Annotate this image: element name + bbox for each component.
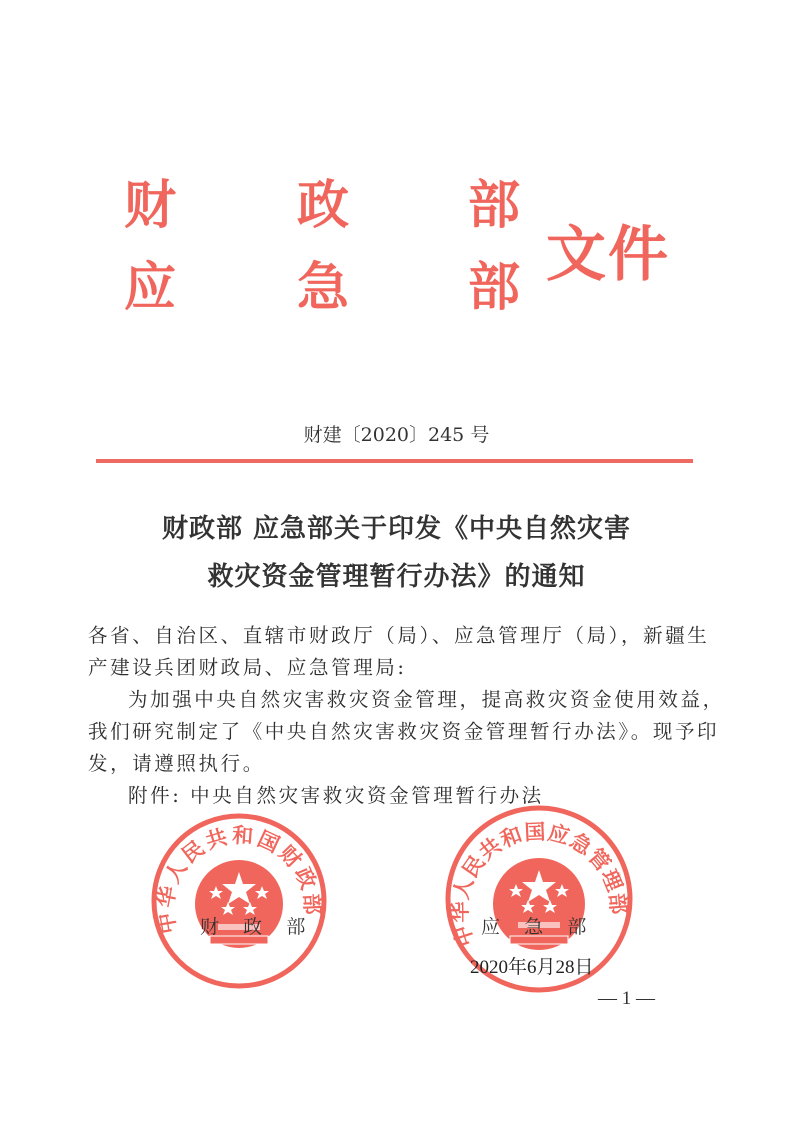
attachment-line: 附件: 中央自然灾害救灾资金管理暂行办法 bbox=[128, 784, 544, 807]
svg-text:中华人民共和国应急管理部: 中华人民共和国应急管理部 bbox=[446, 818, 632, 950]
ministry-of-finance-seal bbox=[150, 812, 328, 990]
finance-signature: 财 政 部 bbox=[200, 916, 306, 938]
header-issuer-char: 急 bbox=[297, 257, 350, 318]
issue-date: 2020年6月28日 bbox=[470, 957, 594, 978]
addressee-line-1: 各省、自治区、直辖市财政厅（局）、应急管理厅（局），新疆生 bbox=[88, 624, 710, 647]
header-issuer-char: 部 bbox=[468, 175, 521, 236]
document-title-line-2: 救灾资金管理暂行办法》的通知 bbox=[207, 562, 586, 592]
page-number: — 1 — bbox=[598, 988, 655, 1009]
red-separator-rule bbox=[96, 459, 693, 463]
body-paragraph-line-1: 为加强中央自然灾害救灾资金管理，提高救灾资金使用效益， bbox=[128, 688, 725, 711]
header-issuer-char: 政 bbox=[297, 175, 350, 236]
body-paragraph-line-3: 发，请遵照执行。 bbox=[88, 752, 265, 775]
header-issuer-char: 部 bbox=[468, 257, 521, 318]
header-issuer-char: 应 bbox=[124, 257, 177, 318]
svg-text:中华人民共和国财政部: 中华人民共和国财政部 bbox=[152, 822, 326, 936]
header-document-label: 文件 bbox=[546, 220, 670, 290]
header-issuer-char: 财 bbox=[124, 175, 177, 236]
document-title-line-1: 财政部 应急部关于印发《中央自然灾害 bbox=[161, 514, 632, 544]
body-paragraph-line-2: 我们研究制定了《中央自然灾害救灾资金管理暂行办法》。现予印 bbox=[88, 720, 720, 743]
document-number: 财建〔2020〕245 号 bbox=[303, 424, 490, 446]
addressee-line-2: 产建设兵团财政局、应急管理局: bbox=[88, 656, 407, 679]
seal-emblem-icon bbox=[150, 812, 328, 990]
emergency-signature: 应 急 部 bbox=[481, 916, 587, 938]
